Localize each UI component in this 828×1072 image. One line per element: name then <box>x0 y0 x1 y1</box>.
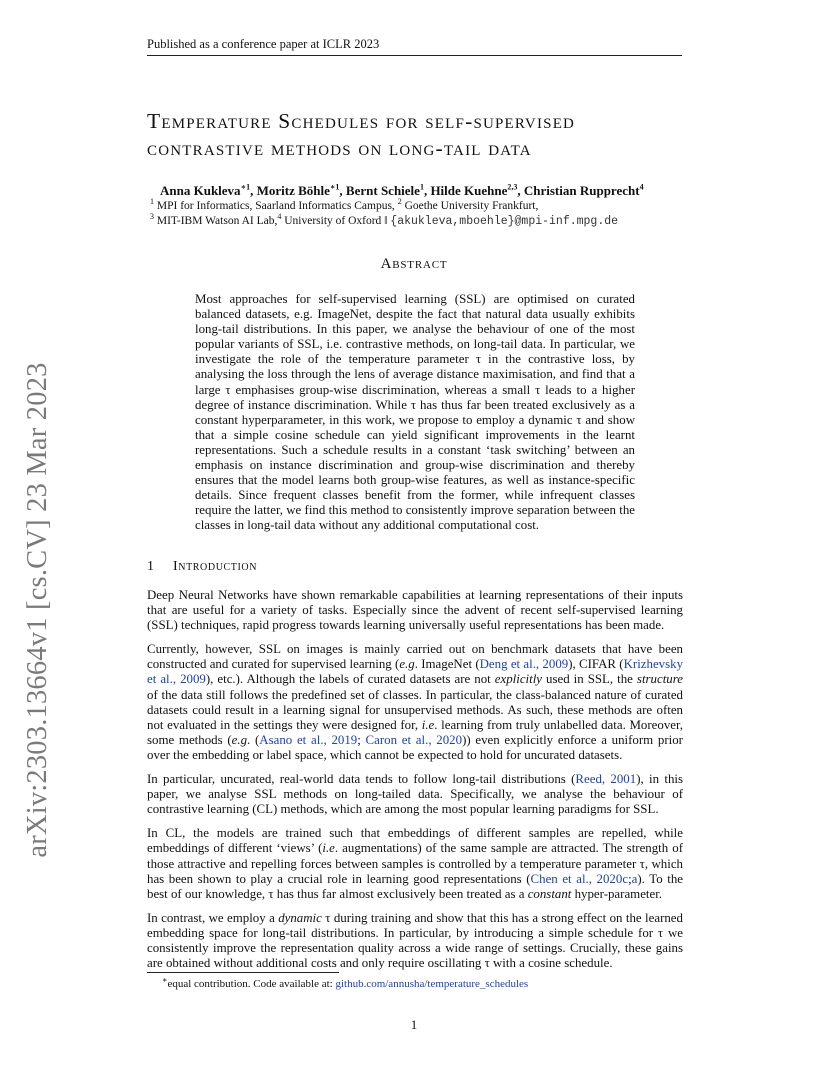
abstract-text: Most approaches for self-supervised learning (SSL) are optimised on curated balanced datasets, e.g. ImageNet, despite the fact that natural data usually exhibits long-tail distributions. In this paper, we analyse the behaviour of one of the most popular variants of SSL, i.e. contrastive methods, on long-tail data. In particular, we investigate the role of the temperature parameter τ in the contrastive loss, by analysing the loss through the lens of average distance maximisation, and find that a large τ emphasises group-wise discrimination, whereas a small τ leads to a higher degree of instance discrimination. While τ has thus far been treated exclusively as a constant hyperparameter, in this work, we propose to employ a dynamic τ and show that a simple cosine schedule can yield significant improvements in the learnt representations. Such a schedule results in a constant ‘task switching’ between an emphasis on instance discrimination and group-wise discrimination and thereby ensures that the model learns both group-wise features, as well as instance-specific details. Since frequent classes benefit from the former, while infrequent classes require the latter, we find this method to consistently improve separation between the classes in long-tail data without any additional computational cost. <box>195 292 635 533</box>
citation-link[interactable]: a <box>631 871 638 886</box>
text-italic: i.e <box>421 717 435 732</box>
author-sup: 4 <box>639 182 644 192</box>
text: . ( <box>247 732 260 747</box>
text-italic: structure <box>636 672 683 687</box>
author-sup: 1 <box>419 182 424 192</box>
citation-link[interactable]: Krizhevsky et al., 2009 <box>147 657 684 687</box>
author-name: Hilde Kuehne <box>430 183 508 198</box>
citation-link[interactable]: Chen et al., 2020c <box>530 871 629 886</box>
text: ), CIFAR ( <box>568 657 624 672</box>
author-sep: , <box>339 183 346 198</box>
paragraph-2 <box>147 642 683 763</box>
text: ; <box>357 732 366 747</box>
author-sup: 2,3 <box>507 182 518 192</box>
text-italic: constant <box>527 886 572 901</box>
paragraph-5 <box>147 911 683 971</box>
page-number: 1 <box>410 1017 418 1032</box>
affil-sup: 3 <box>150 212 154 222</box>
paper-title <box>147 108 707 162</box>
body-text <box>147 588 683 980</box>
text-italic: i.e <box>322 841 335 856</box>
code-link[interactable]: github.com/annusha/temperature_schedules <box>335 978 529 990</box>
affiliation-line-2 <box>150 214 710 229</box>
text: Currently, however, SSL on images is mainly carried out on benchmark datasets that have been constructed and curated for supervised learning ( <box>147 642 683 672</box>
affiliation-line-1 <box>150 199 710 213</box>
text: )) even explicitly enforce a uniform prior over the embedding or label space, which cannot be expected to hold for uncurated datasets. <box>147 732 683 762</box>
author-name: Bernt Schiele <box>345 183 420 198</box>
paragraph-4 <box>147 826 683 901</box>
author-sep: , <box>250 183 257 198</box>
title-line-1: Temperature Schedules for self-supervised <box>147 109 576 133</box>
text-italic: e.g <box>231 732 248 747</box>
text: τ during training and show that this has a strong effect on the learned embedding space for long-tail distributions. In particular, by introducing a simple schedule for τ we consistently improve the representation quality across a wide range of settings. Crucially, these gains are obtained without additional costs and only require oscillating τ with a cosine schedule. <box>147 910 683 971</box>
arxiv-stamp-text: arXiv:2303.13664v1 [cs.CV] 23 Mar 2023 <box>22 362 53 858</box>
paragraph-1: Deep Neural Networks have shown remarkable capabilities at learning representations of their inputs that are useful for a variety of tasks. Especially since the advent of recent self-supervised learning (SSL) techniques, rapid progress towards learning universally useful representations has been made. <box>147 588 683 633</box>
footnote-mark: ∗ <box>162 975 168 985</box>
affil-sup: 1 <box>150 197 154 207</box>
footnote-text: equal contribution. Code available at: <box>167 978 336 990</box>
text: hyper-parameter. <box>571 886 663 901</box>
citation-link[interactable]: Asano et al., 2019 <box>259 732 358 747</box>
affil-text: MIT-IBM Watson AI Lab, <box>154 215 278 227</box>
citation-link[interactable]: Reed, 2001 <box>575 772 637 787</box>
author-name: Moritz Böhle <box>256 183 330 198</box>
text: . ImageNet ( <box>414 657 480 672</box>
author-sup: ∗1 <box>329 182 340 192</box>
text: ), in this paper, we analyse SSL methods on long-tailed data. Specifically, we analyse the behaviour of contrastive learning (CL) methods, which are among the most popular learning paradigms for SSL. <box>147 772 683 817</box>
paragraph-3 <box>147 772 683 817</box>
citation-link[interactable]: Deng et al., 2009 <box>479 657 569 672</box>
section-number: 1 <box>147 559 155 574</box>
section-title: Introduction <box>173 559 258 574</box>
text: . learning from truly unlabelled data. Moreover, some methods ( <box>147 717 683 747</box>
abstract-heading: Abstract <box>380 256 448 272</box>
affil-text: University of Oxford ‖ <box>281 215 391 227</box>
affil-text: MPI for Informatics, Saarland Informatics Campus, <box>154 200 398 212</box>
text: ; <box>628 871 632 886</box>
author-list <box>160 183 700 199</box>
text: In contrast, we employ a <box>147 910 279 925</box>
author-sep: , <box>517 183 524 198</box>
text-italic: explicitly <box>494 672 543 687</box>
text: In particular, uncurated, real-world data tends to follow long-tail distributions ( <box>147 772 576 787</box>
author-sup: ∗1 <box>240 182 251 192</box>
affil-sup: 2 <box>397 197 402 207</box>
text-italic: dynamic <box>278 910 322 925</box>
running-header: Published as a conference paper at ICLR 2023 <box>147 36 682 56</box>
text: In CL, the models are trained such that embeddings of different samples are repelled, while embeddings of different ‘views’ ( <box>147 826 683 856</box>
text: used in SSL, the <box>542 672 637 687</box>
text-italic: e.g <box>399 657 415 672</box>
text: . augmentations) of the same sample are attracted. The strength of those attractive and repelling forces between samples is controlled by a temperature parameter τ, which has been shown to play a crucial role in learning good representations ( <box>147 841 683 886</box>
text: of the data still follows the predefined set of classes. In particular, the class-balanced nature of curated datasets could result in a learning signal for unsupervised methods. As such, these methods are often not evaluated in the settings they were designed for, <box>147 687 683 732</box>
affil-text: Goethe University Frankfurt, <box>401 200 539 212</box>
text: ), etc.). Although the labels of curated datasets are not <box>205 672 495 687</box>
author-name: Christian Rupprecht <box>523 183 640 198</box>
affil-sup: 4 <box>277 212 282 222</box>
author-name: Anna Kukleva <box>160 183 241 198</box>
title-line-2: contrastive methods on long-tail data <box>147 136 532 160</box>
section-heading <box>147 559 707 575</box>
citation-link[interactable]: Caron et al., 2020 <box>365 732 463 747</box>
text: ). To the best of our knowledge, τ has thus far almost exclusively been treated as a <box>147 871 683 901</box>
footnote <box>162 977 702 991</box>
footnote-rule <box>147 972 339 973</box>
author-sep: , <box>423 183 431 198</box>
email-address[interactable]: {akukleva,mboehle}@mpi-inf.mpg.de <box>390 215 619 228</box>
